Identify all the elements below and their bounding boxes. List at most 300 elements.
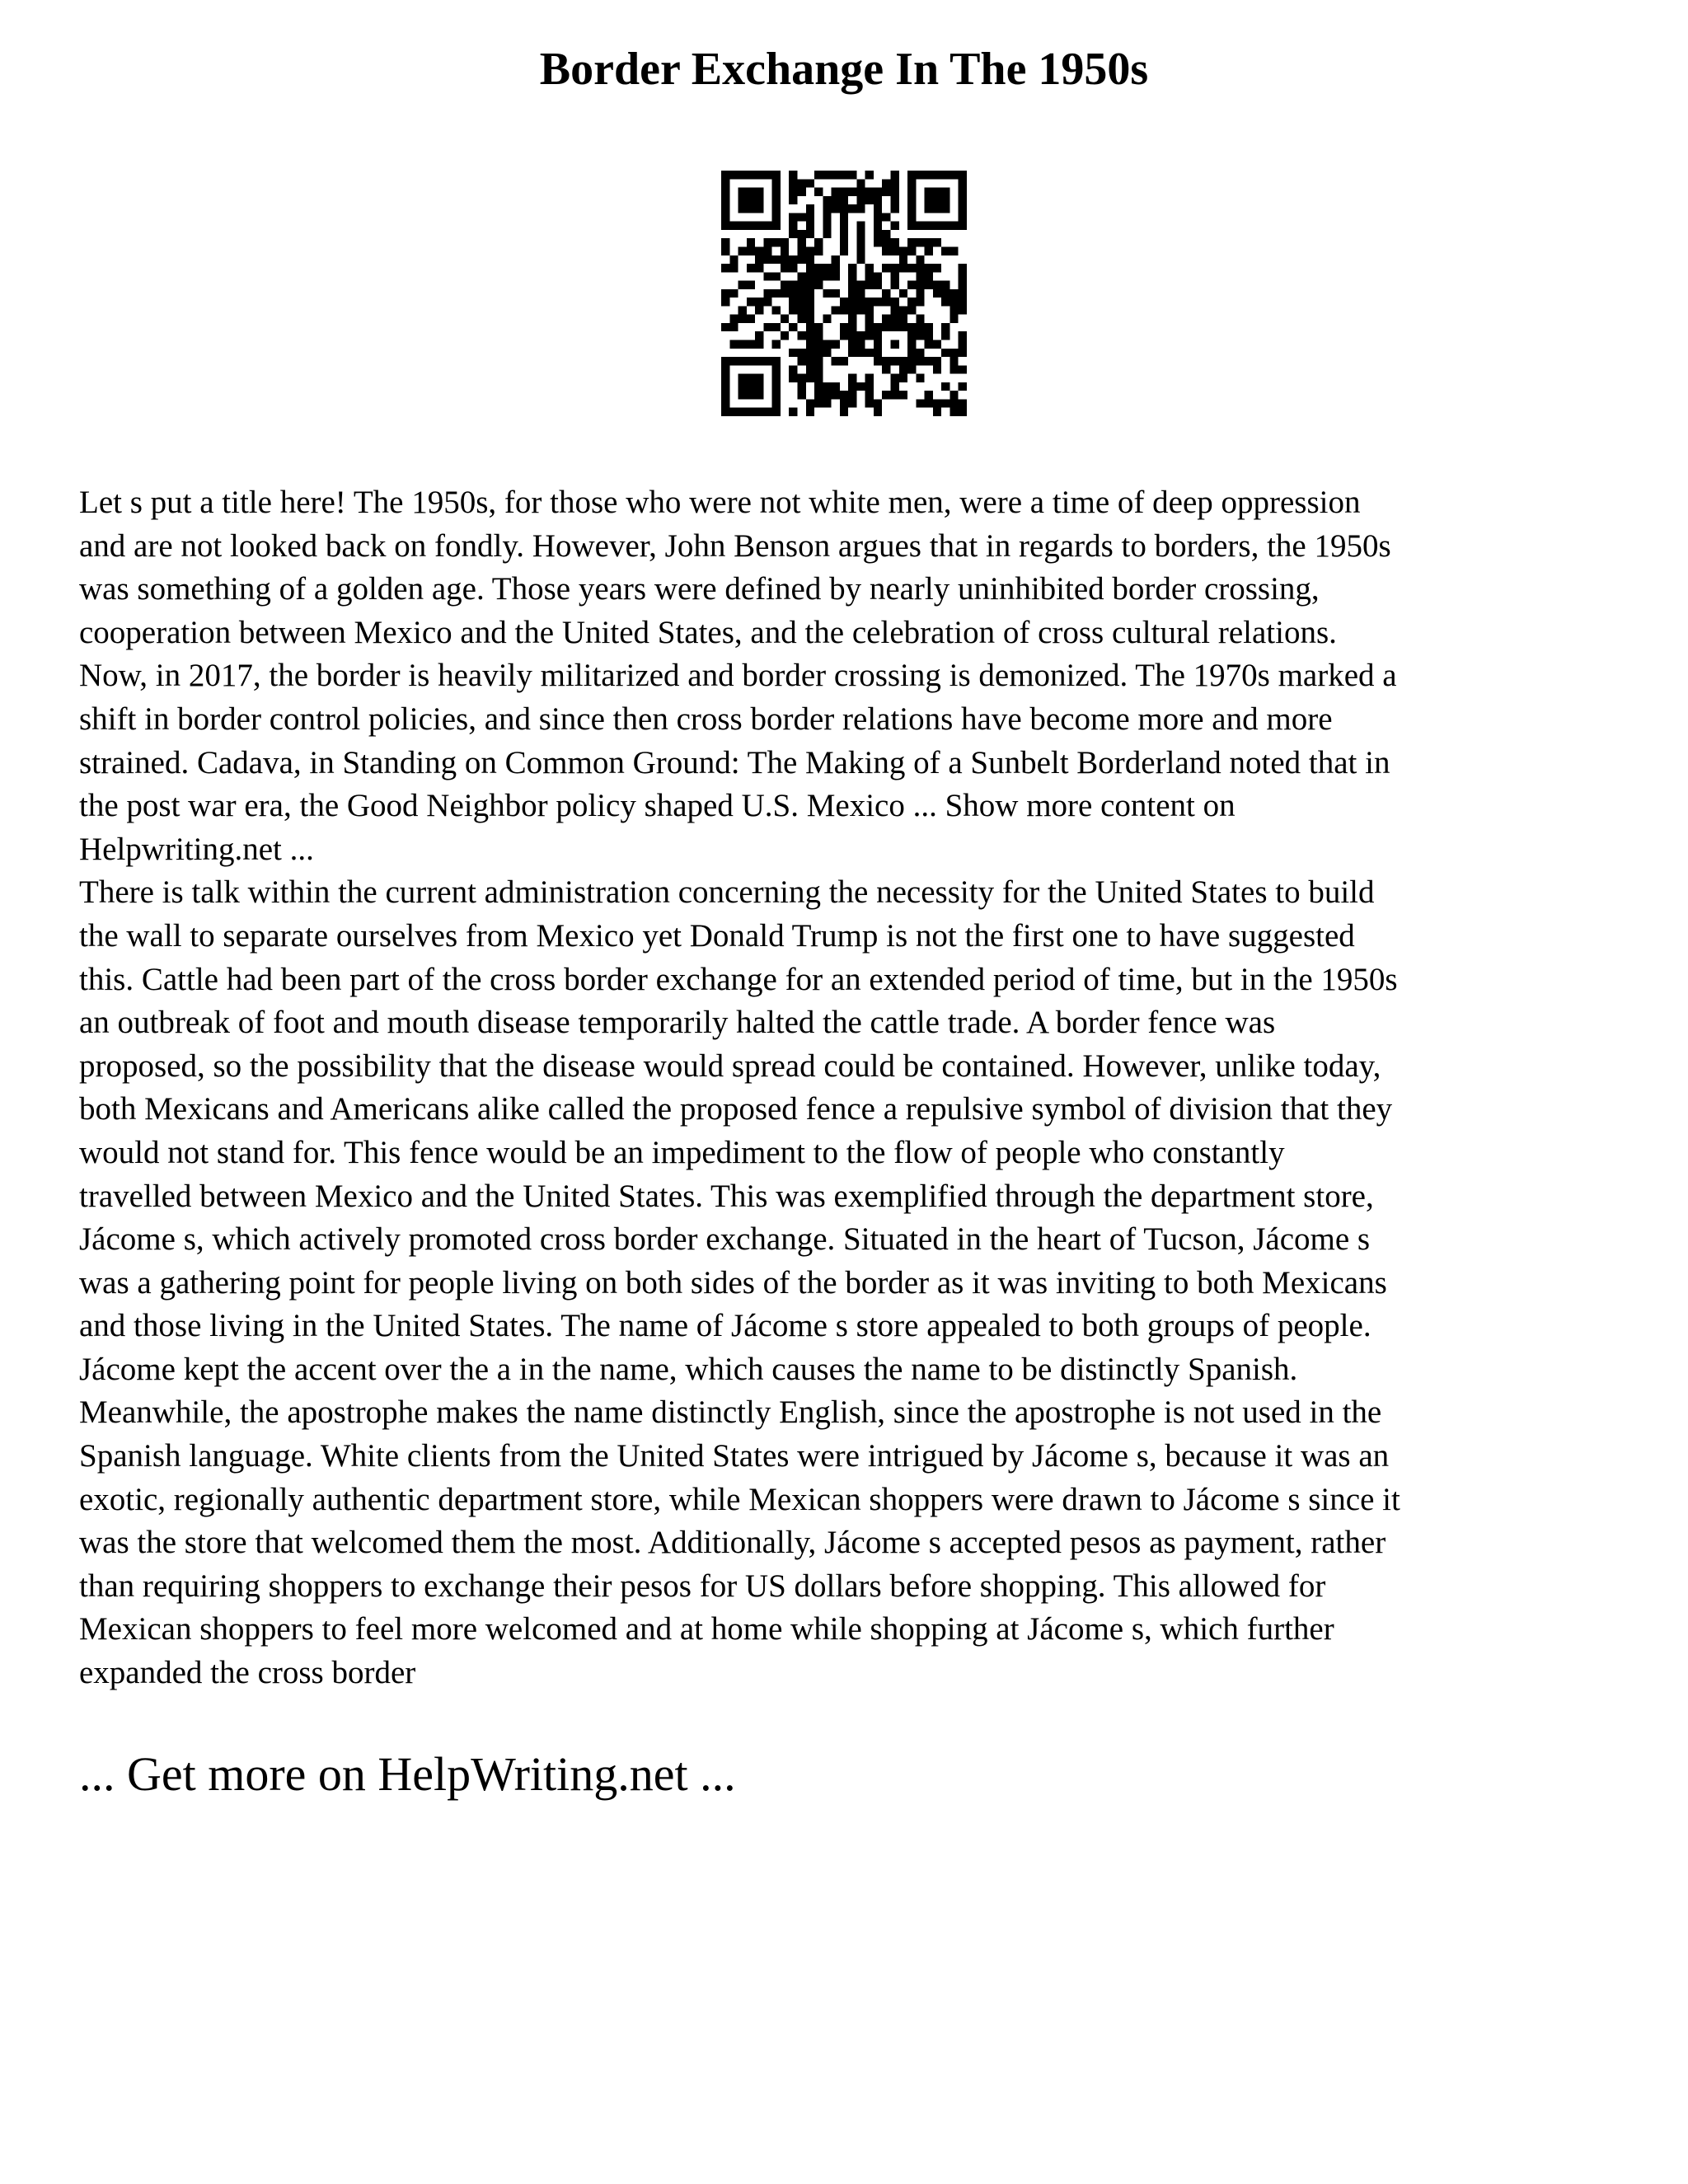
qr-module xyxy=(840,298,848,306)
qr-module xyxy=(882,230,890,238)
qr-module xyxy=(848,349,856,357)
qr-module xyxy=(874,196,882,204)
qr-module xyxy=(959,196,967,204)
qr-module xyxy=(806,289,814,298)
qr-module xyxy=(959,281,967,289)
qr-module xyxy=(738,196,747,204)
qr-module xyxy=(925,272,933,280)
qr-module xyxy=(950,365,958,373)
qr-module xyxy=(789,408,797,416)
qr-module xyxy=(823,382,831,391)
qr-module xyxy=(763,246,771,255)
qr-module xyxy=(781,289,789,298)
qr-module xyxy=(856,298,865,306)
qr-module xyxy=(721,246,729,255)
qr-module xyxy=(832,264,840,272)
qr-module xyxy=(891,315,899,323)
qr-module xyxy=(941,289,950,298)
qr-module xyxy=(907,238,916,246)
qr-module xyxy=(941,399,950,407)
qr-module xyxy=(848,272,856,280)
qr-module xyxy=(721,365,729,373)
qr-module xyxy=(763,323,771,331)
qr-module xyxy=(721,391,729,399)
qr-module xyxy=(865,331,874,340)
qr-module xyxy=(848,289,856,298)
qr-module xyxy=(806,306,814,314)
qr-module xyxy=(763,222,771,230)
qr-module xyxy=(797,246,805,255)
qr-module xyxy=(925,331,933,340)
qr-module xyxy=(789,349,797,357)
qr-module xyxy=(840,238,848,246)
paragraph-1: Let s put a title here! The 1950s, for those who were not white men, were a time of deep oppression and are not looked back on fondly. However, John Benson argues that in regards to borders, the 1950s was something of a golden age. Those years were defined by nearly uninhibited border crossing, cooperation between Mexico and the United States, and the celebration of cross cultural relations. Now, in 2017, the border is heavily militarized and border crossing is demonized. The 1970s marked a shift in border control policies, and since then cross border relations have become more and more strained. Cadava, in Standing on Common Ground: The Making of a Sunbelt Borderland noted that in the post war era, the Good Neighbor policy shaped U.S. Mexico ... Show more content on Helpwriting.net ... xyxy=(79,485,1397,867)
qr-module xyxy=(933,408,941,416)
qr-module xyxy=(755,255,763,264)
qr-module xyxy=(950,357,958,365)
qr-module xyxy=(738,408,747,416)
qr-module xyxy=(882,289,890,298)
qr-module xyxy=(848,374,856,382)
qr-module xyxy=(891,340,899,349)
qr-module xyxy=(814,365,823,373)
qr-module xyxy=(882,365,890,373)
qr-module xyxy=(840,357,848,365)
qr-module xyxy=(806,323,814,331)
qr-module xyxy=(747,246,755,255)
qr-module xyxy=(772,204,781,213)
qr-module xyxy=(755,357,763,365)
qr-module xyxy=(933,264,941,272)
qr-module xyxy=(941,171,950,179)
qr-module xyxy=(916,399,924,407)
qr-module xyxy=(721,171,729,179)
qr-module xyxy=(950,171,958,179)
qr-module xyxy=(806,281,814,289)
qr-module xyxy=(899,391,907,399)
qr-module xyxy=(891,222,899,230)
qr-module xyxy=(865,196,874,204)
qr-module xyxy=(747,391,755,399)
qr-module xyxy=(882,238,890,246)
qr-module xyxy=(721,399,729,407)
qr-module xyxy=(933,196,941,204)
qr-module xyxy=(806,331,814,340)
qr-module xyxy=(856,238,865,246)
qr-module xyxy=(747,315,755,323)
qr-module xyxy=(840,408,848,416)
qr-module xyxy=(823,391,831,399)
qr-module xyxy=(721,264,729,272)
qr-module xyxy=(907,349,916,357)
qr-module xyxy=(755,340,763,349)
qr-module xyxy=(856,246,865,255)
qr-module xyxy=(891,374,899,382)
qr-module xyxy=(959,179,967,187)
qr-module xyxy=(907,298,916,306)
qr-module xyxy=(755,382,763,391)
qr-module xyxy=(959,349,967,357)
qr-module xyxy=(789,365,797,373)
qr-module xyxy=(806,213,814,221)
qr-module xyxy=(899,315,907,323)
qr-module xyxy=(865,306,874,314)
qr-module xyxy=(891,298,899,306)
qr-module xyxy=(823,171,831,179)
qr-module xyxy=(882,323,890,331)
qr-module xyxy=(755,188,763,196)
qr-module xyxy=(747,281,755,289)
qr-module xyxy=(772,196,781,204)
qr-module xyxy=(772,238,781,246)
qr-module xyxy=(959,399,967,407)
qr-module xyxy=(874,408,882,416)
qr-module xyxy=(848,315,856,323)
qr-module xyxy=(856,382,865,391)
qr-module xyxy=(755,196,763,204)
qr-module xyxy=(891,391,899,399)
qr-module xyxy=(950,298,958,306)
qr-module xyxy=(840,222,848,230)
qr-module xyxy=(874,281,882,289)
qr-module xyxy=(907,246,916,255)
qr-module xyxy=(950,246,958,255)
qr-module xyxy=(738,391,747,399)
qr-module xyxy=(950,349,958,357)
qr-module xyxy=(916,222,924,230)
qr-module xyxy=(729,340,738,349)
qr-module xyxy=(772,171,781,179)
qr-module xyxy=(865,264,874,272)
qr-module xyxy=(797,306,805,314)
qr-module xyxy=(832,188,840,196)
qr-module xyxy=(941,298,950,306)
qr-module xyxy=(925,204,933,213)
qr-module xyxy=(848,204,856,213)
qr-module xyxy=(814,246,823,255)
qr-module xyxy=(721,298,729,306)
qr-module xyxy=(856,188,865,196)
qr-module xyxy=(865,188,874,196)
qr-module xyxy=(941,331,950,340)
qr-module xyxy=(882,246,890,255)
qr-module xyxy=(832,340,840,349)
qr-module xyxy=(772,306,781,314)
qr-module xyxy=(907,222,916,230)
qr-module xyxy=(933,222,941,230)
qr-module xyxy=(874,323,882,331)
qr-code-icon xyxy=(721,171,967,416)
qr-module xyxy=(806,349,814,357)
qr-module xyxy=(907,323,916,331)
qr-module xyxy=(916,272,924,280)
qr-module xyxy=(721,357,729,365)
qr-module xyxy=(763,298,771,306)
qr-module xyxy=(832,272,840,280)
qr-module xyxy=(907,179,916,187)
qr-module xyxy=(832,255,840,264)
qr-module xyxy=(950,399,958,407)
qr-module xyxy=(721,188,729,196)
qr-module xyxy=(797,213,805,221)
qr-module xyxy=(925,238,933,246)
qr-module xyxy=(755,408,763,416)
qr-module xyxy=(789,179,797,187)
page-title: Border Exchange In The 1950s xyxy=(539,44,1149,95)
qr-module xyxy=(891,357,899,365)
qr-module xyxy=(814,340,823,349)
qr-module xyxy=(899,323,907,331)
qr-module xyxy=(848,306,856,314)
get-more-link[interactable]: ... Get more on HelpWriting.net ... xyxy=(79,1747,736,1801)
qr-module xyxy=(950,222,958,230)
qr-module xyxy=(941,196,950,204)
qr-module xyxy=(814,391,823,399)
qr-module xyxy=(789,298,797,306)
qr-module xyxy=(763,238,771,246)
qr-module xyxy=(882,391,890,399)
qr-module xyxy=(814,399,823,407)
qr-module xyxy=(747,264,755,272)
qr-module xyxy=(899,365,907,373)
qr-module xyxy=(772,179,781,187)
qr-module xyxy=(959,331,967,340)
qr-module xyxy=(840,204,848,213)
qr-module xyxy=(738,374,747,382)
qr-module xyxy=(840,306,848,314)
qr-module xyxy=(721,382,729,391)
qr-module xyxy=(856,306,865,314)
qr-module xyxy=(763,171,771,179)
qr-module xyxy=(874,222,882,230)
qr-module xyxy=(814,272,823,280)
qr-module xyxy=(925,171,933,179)
qr-module xyxy=(832,289,840,298)
qr-module xyxy=(848,382,856,391)
qr-module xyxy=(763,357,771,365)
qr-module xyxy=(721,222,729,230)
qr-module xyxy=(874,238,882,246)
qr-module xyxy=(907,171,916,179)
qr-module xyxy=(832,357,840,365)
qr-module xyxy=(721,179,729,187)
qr-module xyxy=(941,349,950,357)
qr-module xyxy=(865,171,874,179)
qr-module xyxy=(856,196,865,204)
qr-module xyxy=(729,171,738,179)
qr-module xyxy=(907,331,916,340)
qr-module xyxy=(763,272,771,280)
qr-module xyxy=(941,382,950,391)
qr-module xyxy=(772,323,781,331)
qr-module xyxy=(806,230,814,238)
qr-module xyxy=(848,399,856,407)
qr-module xyxy=(840,196,848,204)
qr-module xyxy=(865,298,874,306)
qr-module xyxy=(856,255,865,264)
qr-module xyxy=(916,323,924,331)
qr-module xyxy=(899,246,907,255)
qr-module xyxy=(840,323,848,331)
qr-module xyxy=(747,357,755,365)
qr-module xyxy=(729,357,738,365)
qr-module xyxy=(856,349,865,357)
qr-module xyxy=(907,357,916,365)
qr-module xyxy=(729,315,738,323)
qr-module xyxy=(891,306,899,314)
qr-module xyxy=(806,374,814,382)
qr-module xyxy=(959,213,967,221)
qr-module xyxy=(874,349,882,357)
qr-module xyxy=(738,222,747,230)
qr-module xyxy=(891,272,899,280)
qr-module xyxy=(840,246,848,255)
qr-module xyxy=(882,357,890,365)
qr-module xyxy=(806,246,814,255)
qr-module xyxy=(907,196,916,204)
qr-module xyxy=(755,331,763,340)
qr-module xyxy=(874,188,882,196)
qr-module xyxy=(738,357,747,365)
qr-module xyxy=(891,204,899,213)
qr-module xyxy=(781,281,789,289)
qr-module xyxy=(925,264,933,272)
qr-module xyxy=(806,340,814,349)
qr-module xyxy=(882,179,890,187)
qr-module xyxy=(772,382,781,391)
qr-module xyxy=(814,264,823,272)
qr-module xyxy=(772,289,781,298)
qr-module xyxy=(882,188,890,196)
qr-module xyxy=(916,171,924,179)
qr-module xyxy=(899,264,907,272)
qr-module xyxy=(959,289,967,298)
qr-module xyxy=(755,391,763,399)
qr-module xyxy=(933,399,941,407)
qr-module xyxy=(747,382,755,391)
qr-module xyxy=(865,272,874,280)
qr-module xyxy=(941,204,950,213)
qr-module xyxy=(781,255,789,264)
qr-module xyxy=(848,331,856,340)
qr-module xyxy=(806,272,814,280)
qr-module xyxy=(840,391,848,399)
qr-module xyxy=(916,331,924,340)
qr-module xyxy=(738,382,747,391)
qr-module xyxy=(797,230,805,238)
qr-module xyxy=(950,408,958,416)
qr-module xyxy=(933,238,941,246)
qr-module xyxy=(865,399,874,407)
qr-module xyxy=(848,298,856,306)
qr-module xyxy=(772,340,781,349)
qr-module xyxy=(899,255,907,264)
qr-module xyxy=(806,298,814,306)
qr-module xyxy=(806,365,814,373)
qr-module xyxy=(882,264,890,272)
qr-module xyxy=(840,171,848,179)
qr-module xyxy=(781,238,789,246)
qr-module xyxy=(941,281,950,289)
qr-module xyxy=(747,204,755,213)
qr-module xyxy=(874,213,882,221)
qr-module xyxy=(891,246,899,255)
qr-module xyxy=(959,365,967,373)
qr-module xyxy=(848,188,856,196)
qr-module xyxy=(755,374,763,382)
qr-module xyxy=(865,374,874,382)
qr-module xyxy=(823,222,831,230)
qr-module xyxy=(916,374,924,382)
qr-module xyxy=(823,204,831,213)
qr-module xyxy=(789,171,797,179)
qr-module xyxy=(797,382,805,391)
qr-module xyxy=(848,281,856,289)
qr-module xyxy=(797,331,805,340)
qr-module xyxy=(797,374,805,382)
qr-module xyxy=(747,188,755,196)
qr-module xyxy=(797,188,805,196)
qr-module xyxy=(933,171,941,179)
qr-module xyxy=(747,222,755,230)
qr-module xyxy=(789,374,797,382)
qr-module xyxy=(797,391,805,399)
qr-module xyxy=(789,230,797,238)
qr-module xyxy=(823,289,831,298)
qr-module xyxy=(772,408,781,416)
qr-module xyxy=(840,213,848,221)
qr-module xyxy=(959,408,967,416)
qr-module xyxy=(950,306,958,314)
qr-module xyxy=(848,264,856,272)
qr-module xyxy=(747,374,755,382)
qr-module xyxy=(763,408,771,416)
qr-module xyxy=(806,255,814,264)
qr-module xyxy=(781,246,789,255)
qr-module xyxy=(848,171,856,179)
qr-module xyxy=(933,204,941,213)
qr-module xyxy=(916,255,924,264)
qr-module xyxy=(797,357,805,365)
qr-module xyxy=(916,238,924,246)
qr-module xyxy=(865,315,874,323)
qr-module xyxy=(856,230,865,238)
qr-module xyxy=(891,323,899,331)
qr-module xyxy=(806,179,814,187)
qr-module xyxy=(874,272,882,280)
qr-module xyxy=(772,399,781,407)
qr-module xyxy=(721,323,729,331)
qr-module xyxy=(925,196,933,204)
qr-module xyxy=(959,204,967,213)
qr-module xyxy=(789,255,797,264)
qr-module xyxy=(797,238,805,246)
qr-module xyxy=(933,357,941,365)
qr-module xyxy=(899,357,907,365)
qr-module xyxy=(865,281,874,289)
qr-module xyxy=(916,298,924,306)
paragraph-2: There is talk within the current administration concerning the necessity for the United States to build the wall to separate ourselves from Mexico yet Donald Trump is not the first one to have suggested this. Cattle had been part of the cross border exchange for an extended period of time, but in the 1950s an outbreak of foot and mouth disease temporarily halted the cattle trade. A border fence was proposed, so the possibility that the disease would spread could be contained. However, unlike today, both Mexicans and Americans alike called the proposed fence a repulsive symbol of division that they would not stand for. This fence would be an impediment to the flow of people who constantly travelled between Mexico and the United States. This was exemplified through the department store, Jácome s, which actively promoted cross border exchange. Situated in the heart of Tucson, Jácome s was a gathering point for people living on both sides of the border as it was inviting to both Mexicans and those living in the United States. The name of Jácome s store appealed to both groups of people. Jácome kept the accent over the a in the name, which causes the name to be distinctly Spanish. Meanwhile, the apostrophe makes the name distinctly English, since the apostrophe is not used in the Spanish language. White clients from the United States were intrigued by Jácome s, because it was an exotic, regionally authentic department store, while Mexican shoppers were drawn to Jácome s since it was the store that welcomed them the most. Additionally, Jácome s accepted pesos as payment, rather than requiring shoppers to exchange their pesos for US dollars before shopping. This allowed for Mexican shoppers to feel more welcomed and at home while shopping at Jácome s, which further expanded the cross border xyxy=(79,874,1400,1691)
qr-module xyxy=(959,222,967,230)
qr-module xyxy=(874,298,882,306)
qr-module xyxy=(814,281,823,289)
qr-module xyxy=(891,171,899,179)
qr-module xyxy=(721,238,729,246)
qr-module xyxy=(865,349,874,357)
qr-module xyxy=(797,298,805,306)
qr-module xyxy=(856,204,865,213)
qr-module xyxy=(856,281,865,289)
